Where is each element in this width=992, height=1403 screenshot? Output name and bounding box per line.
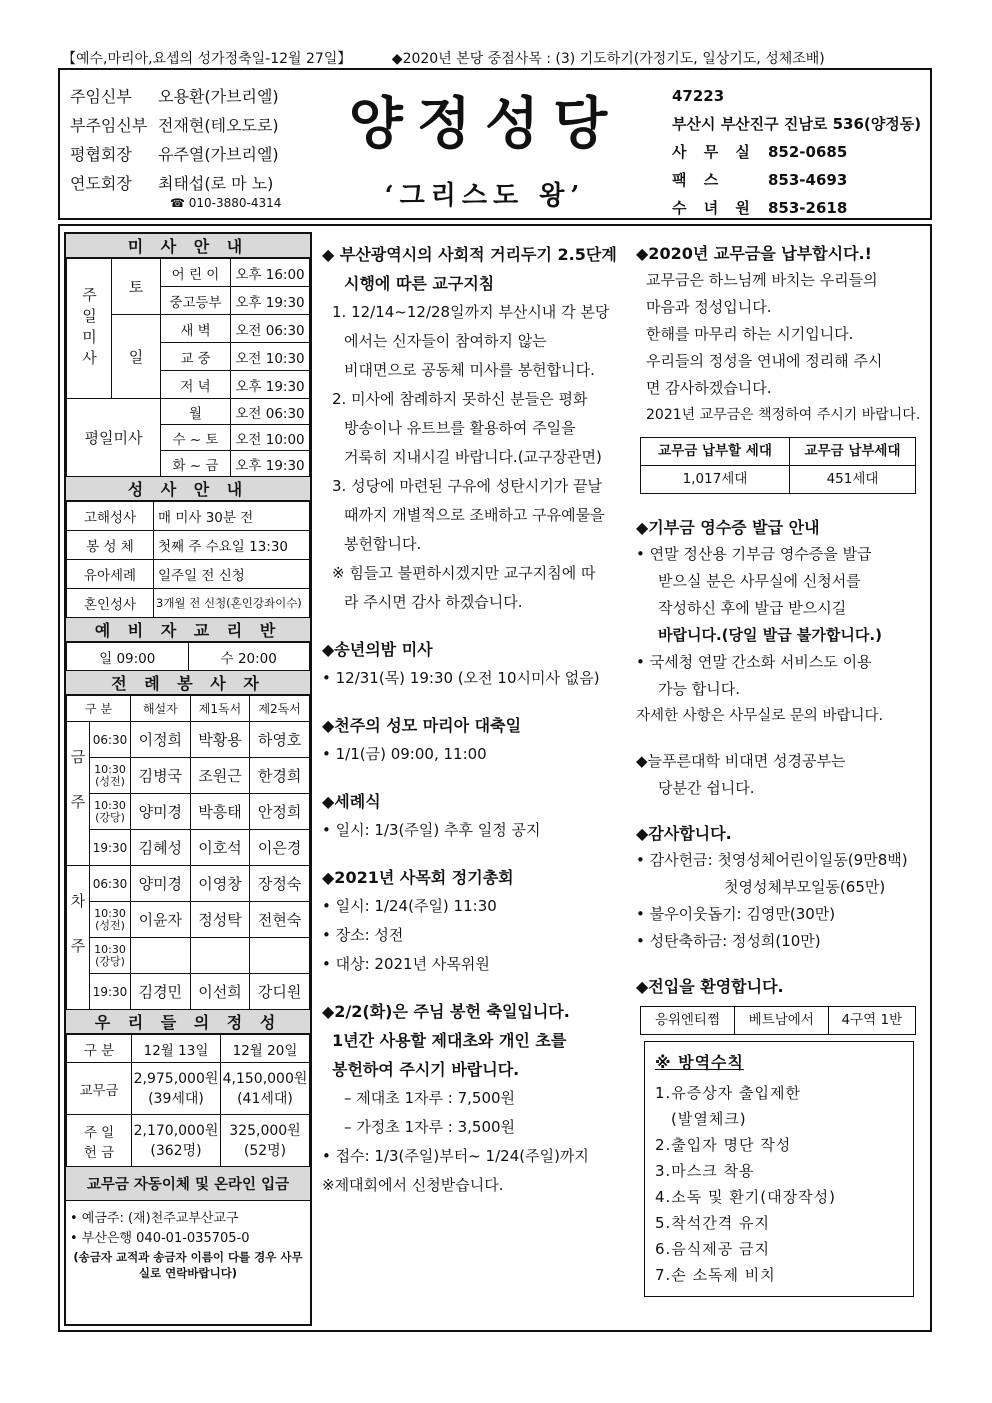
dues-value: 451세대 — [790, 466, 916, 494]
dues-line: 교무금은 하느님께 바치는 우리들의 — [646, 271, 878, 289]
staff-row — [70, 111, 281, 140]
council-item: • 대상: 2021년 사목위원 — [322, 955, 490, 973]
staff-name: 오용환(가브리엘) — [158, 87, 279, 106]
baptism-title: ◆세례식 — [322, 792, 381, 811]
mass-who: 저 녁 — [161, 371, 231, 399]
sacraments-table — [66, 501, 310, 618]
new-year-eve-item: • 12/31(목) 19:30 (오전 10시미사 없음) — [322, 669, 600, 687]
mass-title: 미 사 안 내 — [66, 234, 310, 258]
sacrament-info: 첫째 주 수요일 13:30 — [154, 531, 310, 560]
council-item: • 일시: 1/24(주일) 11:30 — [322, 897, 497, 915]
prevention-item: (발열체크) — [671, 1110, 747, 1128]
offering-type: 주 일 헌 금 — [67, 1115, 132, 1167]
feast-title: ‘그리스도 왕’ — [384, 181, 586, 211]
sunday-label: 일 — [112, 315, 161, 399]
guideline-item: 2. 미사에 참례하지 못하신 분들은 평화 — [332, 390, 588, 408]
top-banner — [62, 48, 932, 68]
server-name: 장정숙 — [250, 866, 310, 902]
offering-amount: 325,000원 — [229, 1122, 301, 1139]
parish-name: 양정성당 — [348, 91, 622, 157]
candle-note: ※제대회에서 신청받습니다. — [322, 1176, 504, 1194]
offering-count: (41세대) — [237, 1090, 293, 1107]
sacrament-name: 유아세례 — [67, 560, 154, 589]
candle-title-cont: 1년간 사용할 제대초와 개인 초를 — [332, 1031, 567, 1050]
server-name: 양미경 — [131, 794, 191, 830]
server-name: 박황용 — [190, 722, 250, 758]
dues-header: 교무금 납부할 세대 — [641, 438, 790, 466]
prevention-item: 6.음식제공 금지 — [655, 1240, 771, 1258]
contact-label: 사 무 실 — [672, 143, 756, 161]
guideline-item: 비대면으로 공동체 미사를 봉헌합니다. — [344, 361, 595, 379]
guideline-item: 봉헌합니다. — [344, 535, 422, 553]
weekday-mass-label: 평일미사 — [67, 399, 161, 477]
thanks-line: • 불우이웃돕기: 김영만(30만) — [636, 905, 836, 923]
staff-row — [70, 169, 281, 198]
account-holder: • 예금주: (재)천주교부산교구 — [70, 1211, 239, 1226]
mass-who: 새 벽 — [161, 315, 231, 343]
candle-price: – 제대초 1자루 : 7,500원 — [344, 1089, 516, 1107]
guideline-item: 방송이나 유트브를 활용하여 주일을 — [344, 419, 576, 437]
mary-feast-item: • 1/1(금) 09:00, 11:00 — [322, 745, 487, 763]
prevention-item: 5.착석간격 유지 — [655, 1214, 771, 1232]
sacraments-title: 성 사 안 내 — [66, 477, 310, 501]
server-name: 정성탁 — [190, 902, 250, 938]
server-name: 박흥태 — [190, 794, 250, 830]
server-time: 10:30 (강당) — [90, 938, 131, 974]
mass-time: 오전 06:30 — [231, 399, 310, 425]
dues-value: 1,017세대 — [641, 466, 790, 494]
thanks-line: 첫영성체부모일동(65만) — [724, 878, 886, 896]
dues-title: ◆2020년 교무금을 납부합시다.! — [636, 244, 872, 263]
sacrament-info: 3개월 전 신청(혼인강좌이수) — [154, 589, 310, 618]
server-time: 10:30 (강당) — [90, 794, 131, 830]
welcome-origin: 베트남에서 — [734, 1007, 828, 1035]
mary-feast-title: ◆천주의 성모 마리아 대축일 — [322, 716, 522, 735]
staff-row — [70, 82, 281, 111]
server-name: 전현숙 — [250, 902, 310, 938]
server-name — [250, 938, 310, 974]
mass-who: 화 ~ 금 — [161, 451, 231, 477]
guideline-item: 1. 12/14~12/28일까지 부산시내 각 본당 — [332, 303, 610, 321]
saturday-label: 토 — [112, 259, 161, 315]
catechumen-table — [66, 642, 310, 671]
server-name: 양미경 — [131, 866, 191, 902]
offering-header: 12월 20일 — [221, 1035, 310, 1063]
sunday-mass-label: 주일미사 — [67, 259, 112, 399]
staff-role: 연도회장 — [70, 174, 132, 193]
left-column — [64, 232, 312, 1326]
server-name: 안정희 — [250, 794, 310, 830]
header-box — [58, 68, 932, 220]
receipt-line: 작성하신 후에 발급 받으시길 — [658, 599, 847, 617]
server-name: 이은경 — [250, 830, 310, 866]
receipt-line: 가능 합니다. — [658, 680, 740, 698]
contact-value: 852-0685 — [768, 143, 848, 161]
servers-title: 전 례 봉 사 자 — [66, 671, 310, 695]
catechumen-sunday: 일 09:00 — [67, 643, 189, 671]
server-name: 이영창 — [190, 866, 250, 902]
contact-row — [672, 166, 921, 194]
pastoral-focus-text: ◆2020년 본당 중점사목 : (3) 기도하기(가정기도, 일상기도, 성체조배) — [391, 51, 825, 67]
guideline-item: 거룩히 지내시길 바랍니다.(교구장관면) — [344, 448, 602, 466]
contact-value: 853-2618 — [768, 199, 848, 217]
server-time: 10:30 (성전) — [90, 902, 131, 938]
dues-line: 한해를 마무리 하는 시기입니다. — [646, 325, 854, 343]
catechumen-title: 예 비 자 교 리 반 — [66, 618, 310, 642]
receipt-title: ◆기부금 영수증 발급 안내 — [636, 518, 820, 537]
candle-title: ◆2/2(화)은 주님 봉헌 축일입니다. — [322, 1002, 570, 1021]
servers-header: 구 분 — [67, 696, 131, 722]
staff-row — [70, 140, 281, 169]
dues-line: 마음과 정성입니다. — [646, 298, 772, 316]
mass-time: 오전 06:30 — [231, 315, 310, 343]
guideline-item: 때까지 개별적으로 조배하고 구유예물을 — [344, 506, 605, 524]
mass-who: 어 린 이 — [161, 259, 231, 287]
server-name: 강디원 — [250, 974, 310, 1010]
mass-time: 오후 19:30 — [231, 451, 310, 477]
council-title: ◆2021년 사목회 정기총회 — [322, 868, 514, 887]
mass-table — [66, 258, 310, 477]
servers-header: 해설자 — [131, 696, 191, 722]
prevention-item: 4.소독 및 환기(대장작성) — [655, 1188, 836, 1206]
server-name: 김병국 — [131, 758, 191, 794]
contact-value: 853-4693 — [768, 171, 848, 189]
staff-name: 유주열(가브리엘) — [158, 145, 279, 164]
feast-date-text: 【예수,마리아,요셉의 성가정축일-12월 27일】 — [62, 51, 352, 67]
prevention-item: 3.마스크 착용 — [655, 1162, 755, 1180]
guideline-item: 에서는 신자들이 참여하지 않는 — [344, 332, 547, 350]
guideline-item: 3. 성당에 마련된 구유에 성탄시기가 끝날 — [332, 477, 602, 495]
receipt-line: 바랍니다.(당일 발급 불가합니다.) — [658, 626, 882, 644]
prevention-item: 2.출입자 명단 작성 — [655, 1136, 792, 1154]
server-name: 한경희 — [250, 758, 310, 794]
mass-time: 오후 16:00 — [231, 259, 310, 287]
offering-count: (362명) — [150, 1142, 202, 1159]
mass-time: 오후 19:30 — [231, 371, 310, 399]
contact-row — [672, 138, 921, 166]
new-year-eve-title: ◆송년의밤 미사 — [322, 640, 433, 659]
sacrament-name: 봉 성 체 — [67, 531, 154, 560]
server-time: 19:30 — [90, 974, 131, 1010]
server-name: 이윤자 — [131, 902, 191, 938]
offering-title: 우 리 들 의 정 성 — [66, 1010, 310, 1034]
mass-who: 교 중 — [161, 343, 231, 371]
right-column — [636, 240, 932, 1297]
offering-count: (52명) — [243, 1142, 287, 1159]
prevention-item: 1.유증상자 출입제한 — [655, 1084, 802, 1102]
server-time: 06:30 — [90, 866, 131, 902]
auto-transfer-title: 교무금 자동이체 및 온라인 입금 — [66, 1167, 310, 1201]
server-name: 하영호 — [250, 722, 310, 758]
this-week-label: 금주 — [67, 722, 90, 866]
mass-who: 월 — [161, 399, 231, 425]
dues-table — [640, 437, 916, 494]
welcome-name: 응위엔티쩜 — [641, 1007, 735, 1035]
server-name: 이정희 — [131, 722, 191, 758]
server-time: 19:30 — [90, 830, 131, 866]
dues-line: 2021년 교무금은 책정하여 주시기 바랍니다. — [646, 407, 921, 423]
offering-type: 교무금 — [67, 1063, 132, 1115]
address: 부산시 부산진구 진남로 536(양정동) — [672, 115, 922, 133]
mass-who: 중고등부 — [161, 287, 231, 315]
staff-list — [70, 82, 281, 210]
baptism-item: • 일시: 1/3(주일) 추후 일정 공지 — [322, 821, 541, 839]
prevention-box — [644, 1041, 914, 1297]
mass-time: 오전 10:00 — [231, 425, 310, 451]
dues-line: 우리들의 정성을 연내에 정리해 주시 — [646, 352, 883, 370]
offering-header: 구 분 — [67, 1035, 132, 1063]
offering-amount: 4,150,000원 — [222, 1070, 308, 1087]
server-time: 10:30 (성전) — [90, 758, 131, 794]
servers-header: 제2독서 — [250, 696, 310, 722]
sacrament-info: 매 미사 30분 전 — [154, 502, 310, 531]
study-notice-cont: 당분간 쉽니다. — [658, 779, 755, 797]
mass-time: 오후 19:30 — [231, 287, 310, 315]
account-number: • 부산은행 040-01-035705-0 — [70, 1231, 250, 1246]
staff-role: 주임신부 — [70, 87, 132, 106]
guideline-item: 라 주시면 감사 하겠습니다. — [344, 593, 523, 611]
account-info — [66, 1201, 310, 1281]
server-name: 이호석 — [190, 830, 250, 866]
prevention-title: ※ 방역수칙 — [655, 1053, 744, 1072]
thanks-line: • 성탄축하금: 정성희(10만) — [636, 932, 821, 950]
staff-role: 평협회장 — [70, 145, 132, 164]
contact-block — [672, 82, 921, 222]
server-time: 06:30 — [90, 722, 131, 758]
phone-number: ☎ 010-3880-4314 — [170, 196, 282, 210]
sacrament-name: 고해성사 — [67, 502, 154, 531]
postal-code: 47223 — [672, 87, 725, 105]
receipt-line: 받으실 분은 사무실에 신청서를 — [658, 572, 861, 590]
welcome-title: ◆전입을 환영합니다. — [636, 977, 784, 996]
candle-title-cont: 봉헌하여 주시기 바랍니다. — [332, 1060, 520, 1079]
welcome-district: 4구역 1반 — [828, 1007, 915, 1035]
offering-count: (39세대) — [148, 1090, 204, 1107]
middle-column — [322, 240, 628, 1200]
offering-amount: 2,975,000원 — [133, 1070, 219, 1087]
dues-header: 교무금 납부세대 — [790, 438, 916, 466]
staff-name: 최태섭(로 마 노) — [158, 174, 274, 193]
contact-label: 팩 스 — [672, 171, 725, 189]
guideline-item: ※ 힘들고 불편하시겠지만 교구지침에 따 — [332, 564, 596, 582]
server-name: 이선희 — [190, 974, 250, 1010]
server-name: 김경민 — [131, 974, 191, 1010]
sacrament-name: 혼인성사 — [67, 589, 154, 618]
staff-name: 전재현(테오도로) — [158, 116, 279, 135]
study-notice: ◆늘푸른대학 비대면 성경공부는 — [636, 752, 846, 770]
offering-header: 12월 13일 — [132, 1035, 221, 1063]
catechumen-wednesday: 수 20:00 — [188, 643, 310, 671]
sacrament-info: 일주일 전 신청 — [154, 560, 310, 589]
dues-line: 면 감사하겠습니다. — [646, 379, 772, 397]
server-name: 김혜성 — [131, 830, 191, 866]
guideline-title-cont: 시행에 따른 교구지침 — [344, 274, 495, 293]
mass-who: 수 ~ 토 — [161, 425, 231, 451]
servers-table — [66, 695, 310, 1010]
offering-amount: 2,170,000원 — [133, 1122, 219, 1139]
thanks-title: ◆감사합니다. — [636, 824, 732, 843]
mass-time: 오전 10:30 — [231, 343, 310, 371]
candle-reception: • 접수: 1/3(주일)부터~ 1/24(주일)까지 — [322, 1147, 589, 1165]
council-item: • 장소: 성전 — [322, 926, 404, 944]
next-week-label: 차주 — [67, 866, 90, 1010]
thanks-line: • 감사헌금: 첫영성체어린이일동(9만8백) — [636, 851, 908, 869]
account-note: (송금자 교적과 송금자 이름이 다를 경우 사무실로 연락바랍니다) — [73, 1250, 303, 1280]
receipt-line: • 연말 정산용 기부금 영수증을 발급 — [636, 545, 872, 563]
staff-role: 부주임신부 — [70, 116, 148, 135]
receipt-line: • 국세청 연말 간소화 서비스도 이용 — [636, 653, 872, 671]
server-name — [131, 938, 191, 974]
prevention-item: 7.손 소독제 비치 — [655, 1266, 776, 1284]
server-name: 조원근 — [190, 758, 250, 794]
contact-row — [672, 194, 921, 222]
contact-label: 수 녀 원 — [672, 199, 756, 217]
welcome-table — [640, 1006, 916, 1035]
candle-price: – 가정초 1자루 : 3,500원 — [344, 1118, 516, 1136]
guideline-title: ◆ 부산광역시의 사회적 거리두기 2.5단계 — [322, 245, 617, 264]
offering-table — [66, 1034, 310, 1167]
servers-header: 제1독서 — [190, 696, 250, 722]
receipt-line: 자세한 사항은 사무실로 문의 바랍니다. — [636, 708, 884, 724]
server-name — [190, 938, 250, 974]
